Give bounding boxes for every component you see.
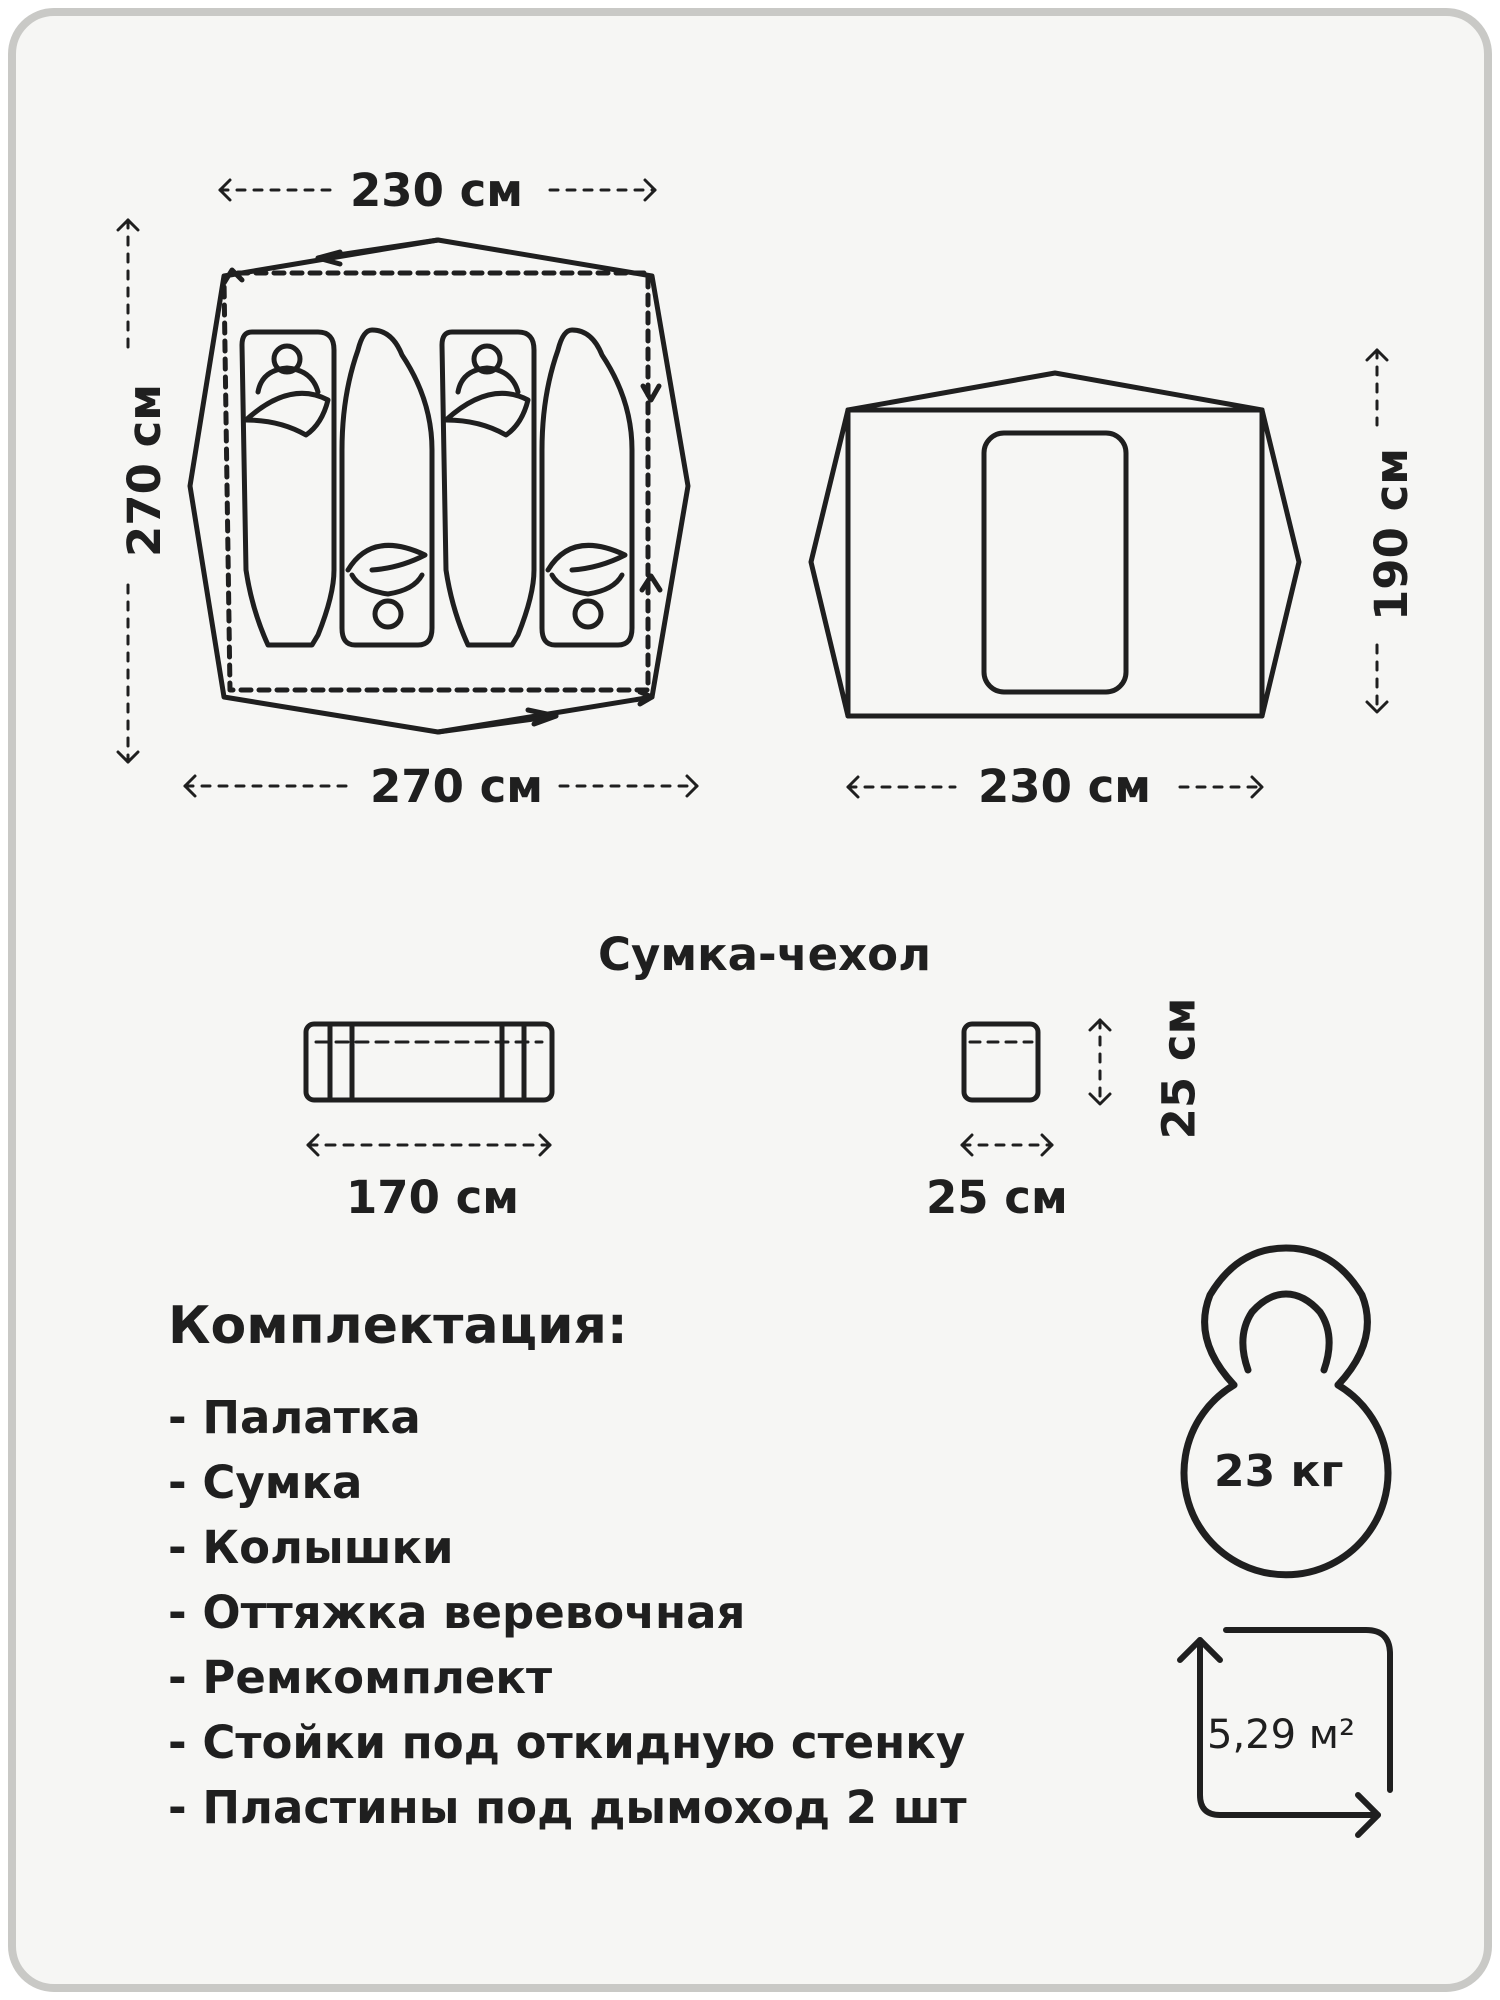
sleeping-bag-4 xyxy=(542,330,632,645)
area-value: 5,29 м² xyxy=(1207,1712,1355,1758)
equipment-item: - Сумка xyxy=(168,1456,363,1509)
tent-door xyxy=(984,433,1126,692)
bag-width-label: 25 см xyxy=(926,1171,1068,1224)
dim-bag-length-arrow xyxy=(308,1135,550,1155)
tent-top-view xyxy=(190,240,688,732)
equipment-list xyxy=(168,1385,967,1840)
equipment-item: - Колышки xyxy=(168,1521,454,1574)
bag-title: Сумка-чехол xyxy=(598,928,932,981)
bag-long-side xyxy=(306,1024,552,1100)
tent-front-view xyxy=(811,373,1299,716)
equipment-item: - Пластины под дымоход 2 шт xyxy=(168,1781,967,1834)
sleeping-bag-3 xyxy=(442,332,534,645)
equipment-item: - Ремкомплект xyxy=(168,1651,553,1704)
sleeping-bag-2 xyxy=(342,330,432,645)
equipment-item: - Палатка xyxy=(168,1391,421,1444)
top-width-label: 230 см xyxy=(350,164,524,217)
bag-end-side xyxy=(964,1024,1038,1100)
bag-length-label: 170 см xyxy=(346,1171,520,1224)
dim-bag-height-arrow xyxy=(1090,1020,1110,1104)
kettlebell-icon xyxy=(1184,1248,1388,1575)
bottom-width-label: 270 см xyxy=(370,760,544,813)
equipment-item: - Стойки под откидную стенку xyxy=(168,1716,966,1769)
tent-top-outline xyxy=(190,240,688,732)
equipment-title: Комплектация: xyxy=(168,1296,628,1356)
front-height-label: 190 см xyxy=(1365,447,1419,622)
sleeping-bag-1 xyxy=(242,332,334,645)
depth-label: 270 см xyxy=(118,383,172,558)
bag-height-label: 25 см xyxy=(1152,997,1206,1140)
dim-bag-width-arrow xyxy=(962,1135,1052,1155)
weight-value: 23 кг xyxy=(1214,1446,1344,1497)
front-width-label: 230 см xyxy=(978,760,1152,813)
equipment-item: - Оттяжка веревочная xyxy=(168,1586,746,1639)
